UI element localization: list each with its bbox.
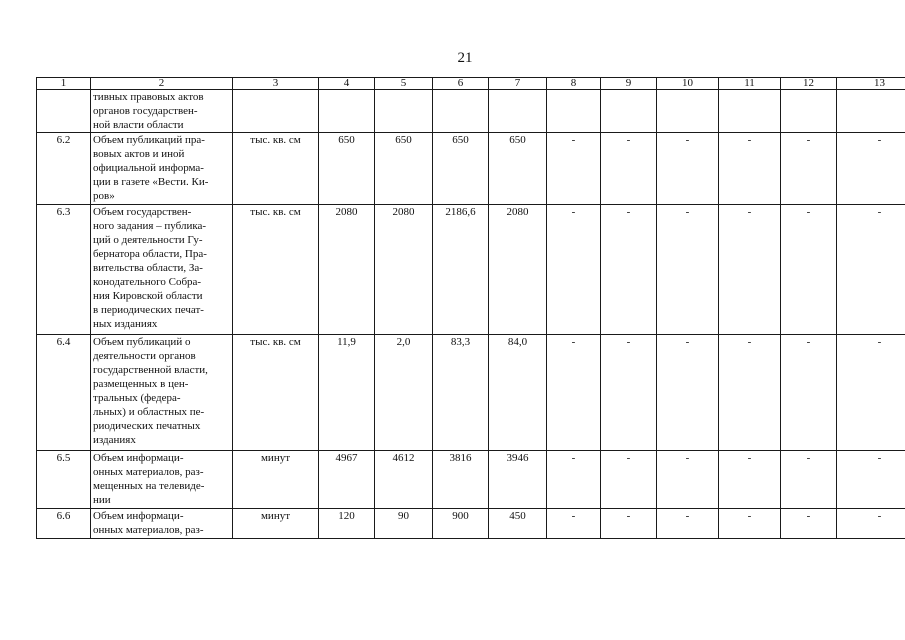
cell-col-4: 2080 [319,205,375,335]
cell-col-9 [601,90,657,133]
header-col-7: 7 [489,78,547,90]
cell-col-13: - [837,509,905,539]
cell-col-13: - [837,133,905,205]
cell-col-5 [375,90,433,133]
cell-col-7: 3946 [489,451,547,509]
row-unit: тыс. кв. см [233,335,319,451]
cell-col-6: 3816 [433,451,489,509]
cell-col-4: 120 [319,509,375,539]
cell-col-10: - [657,335,719,451]
cell-col-5: 650 [375,133,433,205]
table-header [37,78,905,90]
cell-col-12: - [781,335,837,451]
header-col-3: 3 [233,78,319,90]
table-row [37,133,905,205]
cell-col-13: - [837,205,905,335]
row-name: Объем информаци- онных материалов, раз- мещенных на телевиде- нии [91,451,233,509]
cell-col-10 [657,90,719,133]
header-col-2: 2 [91,78,233,90]
table-row [37,205,905,335]
header-row [37,78,905,90]
cell-col-7: 84,0 [489,335,547,451]
cell-col-11: - [719,205,781,335]
cell-col-5: 2,0 [375,335,433,451]
table-row [37,451,905,509]
row-number [37,90,91,133]
cell-col-11: - [719,133,781,205]
header-col-9: 9 [601,78,657,90]
cell-col-9: - [601,335,657,451]
header-col-6: 6 [433,78,489,90]
cell-col-7: 650 [489,133,547,205]
header-col-10: 10 [657,78,719,90]
cell-col-11: - [719,335,781,451]
cell-col-12: - [781,205,837,335]
row-name: Объем государствен- ного задания – публика- ций о деятельности Гу- бернатора области, Пра- вительства области, За- конодательного Собра- ния Кировской области в периодических печат- ных изданиях [91,205,233,335]
cell-col-11: - [719,451,781,509]
cell-col-8: - [547,451,601,509]
data-table [36,77,905,539]
cell-col-6: 900 [433,509,489,539]
cell-col-8: - [547,133,601,205]
cell-col-9: - [601,509,657,539]
cell-col-9: - [601,205,657,335]
cell-col-13: - [837,451,905,509]
cell-col-4 [319,90,375,133]
table-row [37,90,905,133]
header-col-11: 11 [719,78,781,90]
row-number: 6.6 [37,509,91,539]
header-col-1: 1 [37,78,91,90]
row-number: 6.2 [37,133,91,205]
cell-col-10: - [657,205,719,335]
cell-col-9: - [601,451,657,509]
row-unit [233,90,319,133]
cell-col-8 [547,90,601,133]
header-col-4: 4 [319,78,375,90]
cell-col-10: - [657,451,719,509]
row-unit: тыс. кв. см [233,133,319,205]
cell-col-6: 2186,6 [433,205,489,335]
cell-col-5: 2080 [375,205,433,335]
cell-col-7: 2080 [489,205,547,335]
cell-col-4: 4967 [319,451,375,509]
header-col-8: 8 [547,78,601,90]
row-number: 6.4 [37,335,91,451]
row-number: 6.5 [37,451,91,509]
cell-col-11: - [719,509,781,539]
cell-col-12: - [781,133,837,205]
cell-col-12 [781,90,837,133]
row-unit: тыс. кв. см [233,205,319,335]
header-col-13: 13 [837,78,905,90]
row-number: 6.3 [37,205,91,335]
row-unit: минут [233,451,319,509]
row-name: тивных правовых актов органов государствен- ной власти области [91,90,233,133]
cell-col-13 [837,90,905,133]
cell-col-13: - [837,335,905,451]
header-col-5: 5 [375,78,433,90]
cell-col-8: - [547,205,601,335]
cell-col-5: 4612 [375,451,433,509]
cell-col-7: 450 [489,509,547,539]
cell-col-6: 83,3 [433,335,489,451]
row-name: Объем публикаций пра- вовых актов и иной официальной информа- ции в газете «Вести. Ки- ров» [91,133,233,205]
table-body [37,90,905,539]
header-col-12: 12 [781,78,837,90]
table-row [37,335,905,451]
row-name: Объем публикаций о деятельности органов государственной власти, размещенных в цен- тральных (федера- льных) и областных пе- риодических печатных изданиях [91,335,233,451]
cell-col-5: 90 [375,509,433,539]
cell-col-10: - [657,133,719,205]
cell-col-12: - [781,451,837,509]
row-unit: минут [233,509,319,539]
cell-col-6 [433,90,489,133]
cell-col-6: 650 [433,133,489,205]
cell-col-8: - [547,335,601,451]
table-row [37,509,905,539]
cell-col-4: 11,9 [319,335,375,451]
cell-col-10: - [657,509,719,539]
cell-col-12: - [781,509,837,539]
page-number: 21 [457,50,473,66]
cell-col-4: 650 [319,133,375,205]
row-name: Объем информаци- онных материалов, раз- [91,509,233,539]
cell-col-7 [489,90,547,133]
cell-col-8: - [547,509,601,539]
cell-col-9: - [601,133,657,205]
cell-col-11 [719,90,781,133]
